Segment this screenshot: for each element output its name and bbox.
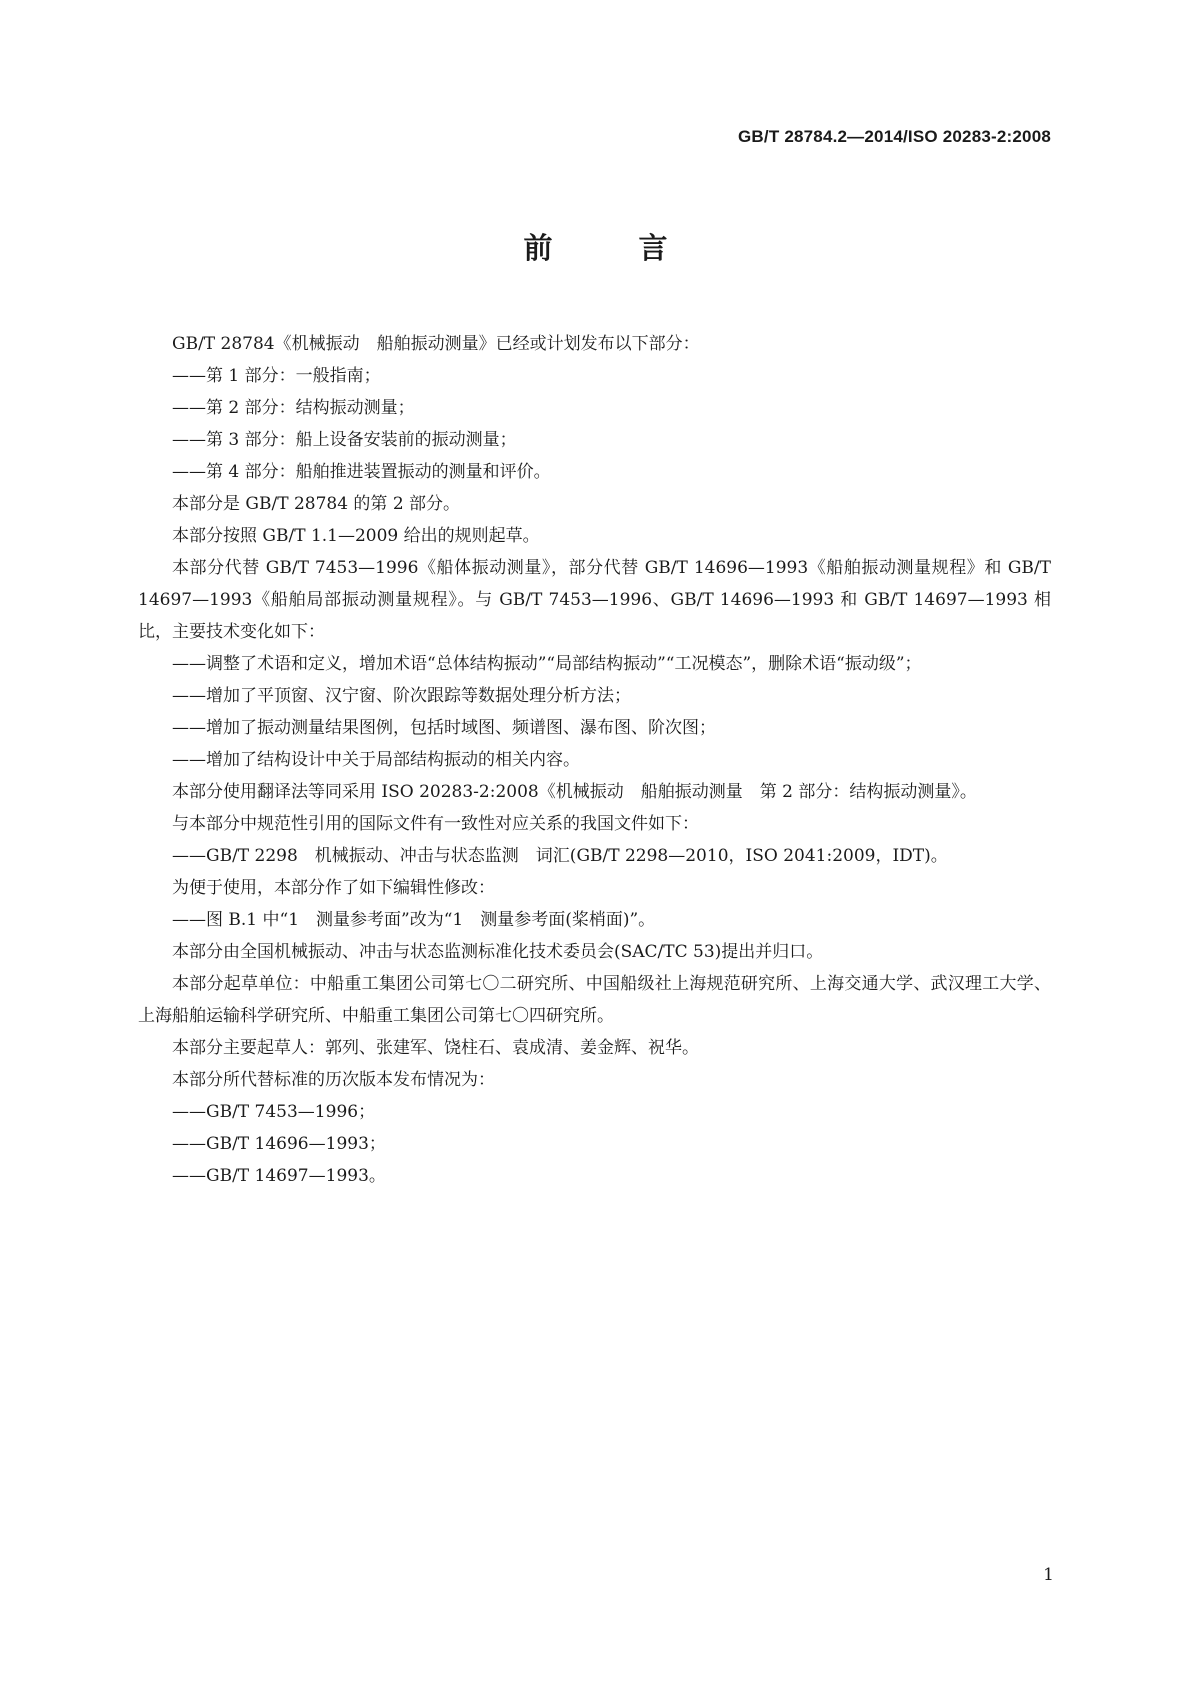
- list-item: ——GB/T 7453—1996；: [172, 1102, 376, 1122]
- list-item: ——调整了术语和定义，增加术语“总体结构振动”“局部结构振动”“工况模态”，删除术语“振动级”；: [172, 654, 922, 674]
- list-item: ——第 2 部分：结构振动测量；: [172, 398, 415, 418]
- paragraph-editorial-changes: 为便于使用，本部分作了如下编辑性修改：: [172, 878, 495, 898]
- paragraph-drafting-units: 本部分起草单位：中船重工集团公司第七〇二研究所、中国船级社上海规范研究所、上海交通大学、武汉理工大学、上海船舶运输科学研究所、中船重工集团公司第七〇四研究所。: [138, 974, 1051, 1026]
- paragraph-previous-editions: 本部分所代替标准的历次版本发布情况为：: [172, 1070, 495, 1090]
- list-item: ——GB/T 2298 机械振动、冲击与状态监测 词汇(GB/T 2298—2010，ISO 2041:2009，IDT)。: [172, 846, 948, 866]
- paragraph-drafting-rules: 本部分按照 GB/T 1.1—2009 给出的规则起草。: [172, 526, 540, 546]
- list-item: ——第 1 部分：一般指南；: [172, 366, 381, 386]
- paragraph-normative-references: 与本部分中规范性引用的国际文件有一致性对应关系的我国文件如下：: [172, 814, 699, 834]
- standard-number-header: GB/T 28784.2—2014/ISO 20283-2:2008: [738, 127, 1051, 146]
- page-number: 1: [1043, 1565, 1054, 1585]
- list-item: ——第 3 部分：船上设备安装前的振动测量；: [172, 430, 517, 450]
- list-item: ——图 B.1 中“1 测量参考面”改为“1 测量参考面(桨梢面)”。: [172, 910, 656, 930]
- list-item: ——增加了平顶窗、汉宁窗、阶次跟踪等数据处理分析方法；: [172, 686, 631, 706]
- page-title: 前 言: [523, 231, 706, 265]
- list-item: ——GB/T 14697—1993。: [172, 1166, 386, 1186]
- list-item: ——第 4 部分：船舶推进装置振动的测量和评价。: [172, 462, 551, 482]
- paragraph-adoption: 本部分使用翻译法等同采用 ISO 20283-2:2008《机械振动 船舶振动测量 第 2 部分：结构振动测量》。: [172, 782, 977, 802]
- paragraph-proposer: 本部分由全国机械振动、冲击与状态监测标准化技术委员会(SAC/TC 53)提出并归口。: [172, 942, 824, 962]
- list-item: ——增加了结构设计中关于局部结构振动的相关内容。: [172, 750, 580, 770]
- list-item: ——增加了振动测量结果图例，包括时域图、频谱图、瀑布图、阶次图；: [172, 718, 716, 738]
- foreword-body: [138, 328, 1051, 1192]
- paragraph-drafters: 本部分主要起草人：郭列、张建军、饶柱石、袁成清、姜金辉、祝华。: [172, 1038, 699, 1058]
- paragraph-replacement: 本部分代替 GB/T 7453—1996《船体振动测量》，部分代替 GB/T 14696—1993《船舶振动测量规程》和 GB/T 14697—1993《船舶局部振动测量规程》。与 GB/T 7453—1996、GB/T 14696—1993 和 GB/T 14697—1993 相比，主要技术变化如下：: [138, 558, 1051, 642]
- paragraph-part-statement: 本部分是 GB/T 28784 的第 2 部分。: [172, 494, 461, 514]
- paragraph-series-intro: GB/T 28784《机械振动 船舶振动测量》已经或计划发布以下部分：: [172, 334, 700, 354]
- list-item: ——GB/T 14696—1993；: [172, 1134, 386, 1154]
